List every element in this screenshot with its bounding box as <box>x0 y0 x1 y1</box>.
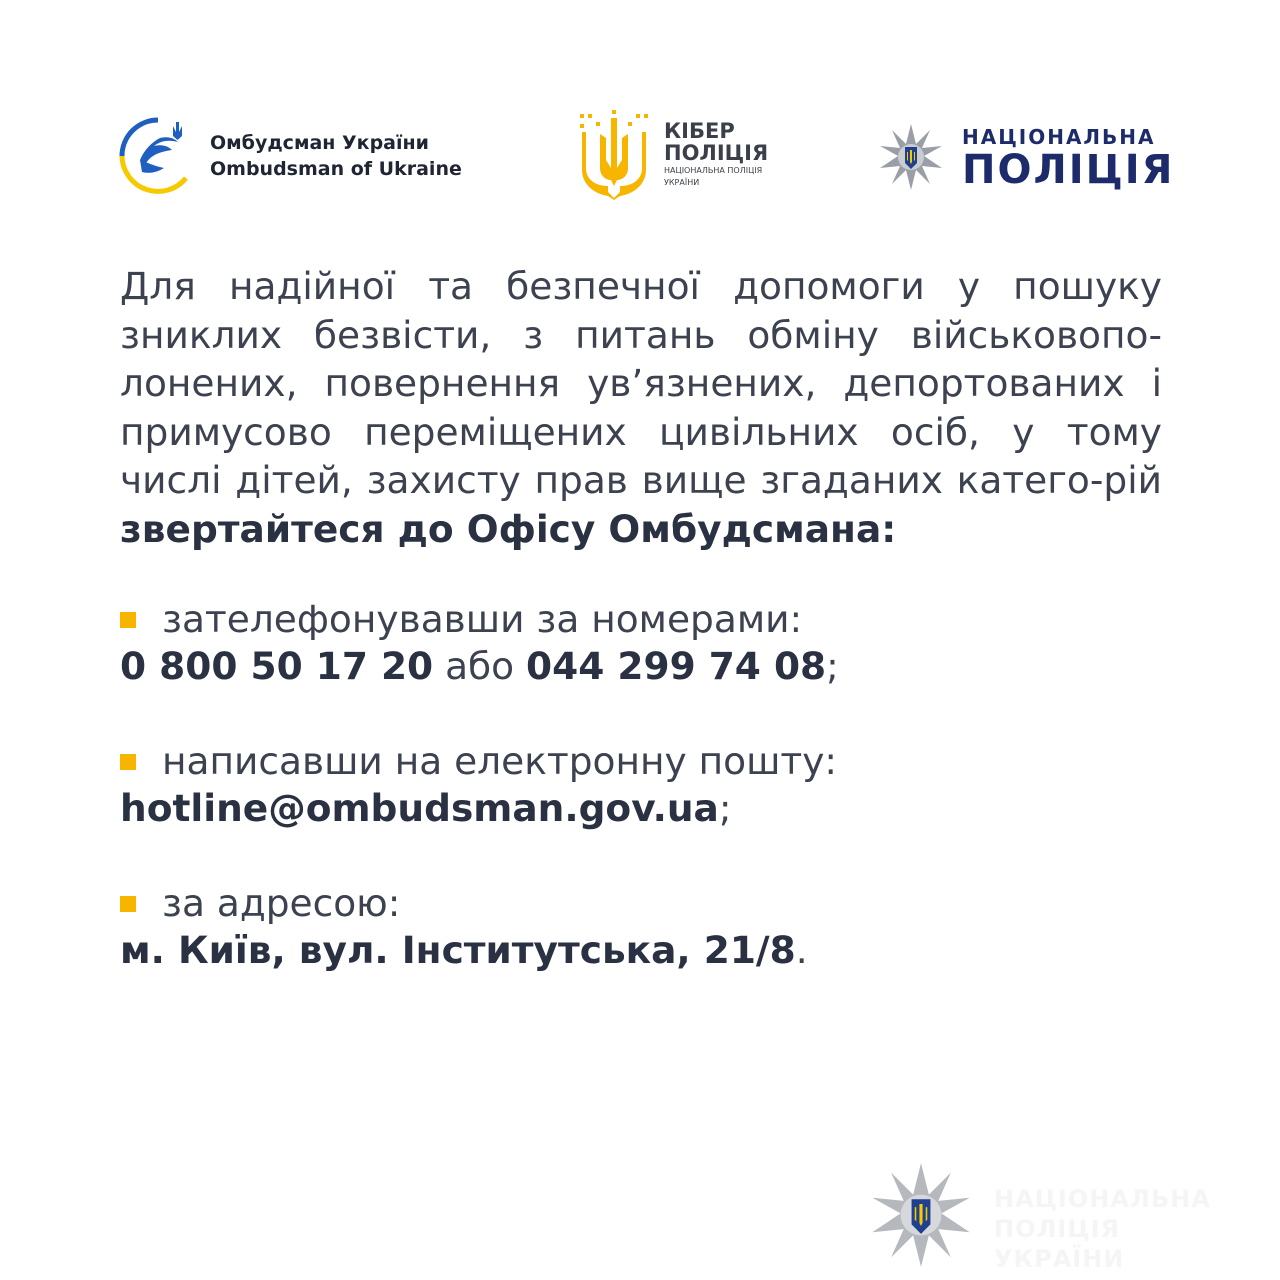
contact-phone <box>120 596 1170 690</box>
np-title-2: ПОЛІЦІЯ <box>962 147 1175 193</box>
cyber-police-logo <box>578 108 768 200</box>
phone-number-2[interactable]: 044 299 74 08 <box>526 644 827 688</box>
email-label: написавши на електронну пошту: <box>162 739 838 783</box>
police-star-icon <box>876 122 946 192</box>
ombudsman-name-en: Ombudsman of Ukraine <box>210 158 462 180</box>
phone-end: ; <box>826 644 839 688</box>
trident-icon <box>578 108 650 200</box>
ombudsman-name-ua: Омбудсман України <box>210 132 429 154</box>
contact-email <box>120 738 1170 832</box>
intro-paragraph <box>120 262 1162 553</box>
phone-separator: або <box>433 644 527 688</box>
logos-header <box>0 108 1280 208</box>
ombudsman-emblem-icon <box>118 116 198 196</box>
watermark-line-2: ПОЛІЦІЯ УКРАЇНИ <box>994 1215 1125 1273</box>
cyber-title-1: КІБЕР <box>664 119 735 143</box>
address-end: . <box>795 928 808 972</box>
bullet-square-icon <box>120 754 136 770</box>
police-star-watermark-icon <box>866 1160 976 1270</box>
cyber-title-2: ПОЛІЦІЯ <box>664 141 769 165</box>
cyber-subtitle-1: НАЦІОНАЛЬНА ПОЛІЦІЯ <box>664 166 763 175</box>
bullet-square-icon <box>120 896 136 912</box>
address-label: за адресою: <box>162 881 401 925</box>
intro-emphasis: звертайтеся до Офісу Омбудсмана: <box>120 506 897 551</box>
address-value: м. Київ, вул. Інститутська, 21/8 <box>120 928 796 972</box>
cyber-subtitle-2: УКРАЇНИ <box>664 178 700 187</box>
intro-text: Для надійної та безпечної допомоги у пошуку зниклих безвісти, з питань обміну військовопо-лонених, повернення ув’язнених, депортованих і примусово переміщених цивільних осіб, у тому числі дітей, захисту прав вище згаданих катего-рій <box>120 264 1162 502</box>
watermark-line-1: НАЦІОНАЛЬНА <box>994 1185 1211 1213</box>
email-end: ; <box>718 786 732 830</box>
email-address[interactable]: hotline@ombudsman.gov.ua <box>120 786 719 830</box>
contact-address <box>120 880 1170 974</box>
bullet-square-icon <box>120 612 136 628</box>
phone-number-1[interactable]: 0 800 50 17 20 <box>120 644 434 688</box>
police-watermark <box>866 1160 1246 1273</box>
np-title-1: НАЦІОНАЛЬНА <box>962 125 1156 149</box>
phone-label: зателефонувавши за номерами: <box>162 597 803 641</box>
ombudsman-logo <box>118 116 462 196</box>
national-police-logo <box>876 122 1174 192</box>
